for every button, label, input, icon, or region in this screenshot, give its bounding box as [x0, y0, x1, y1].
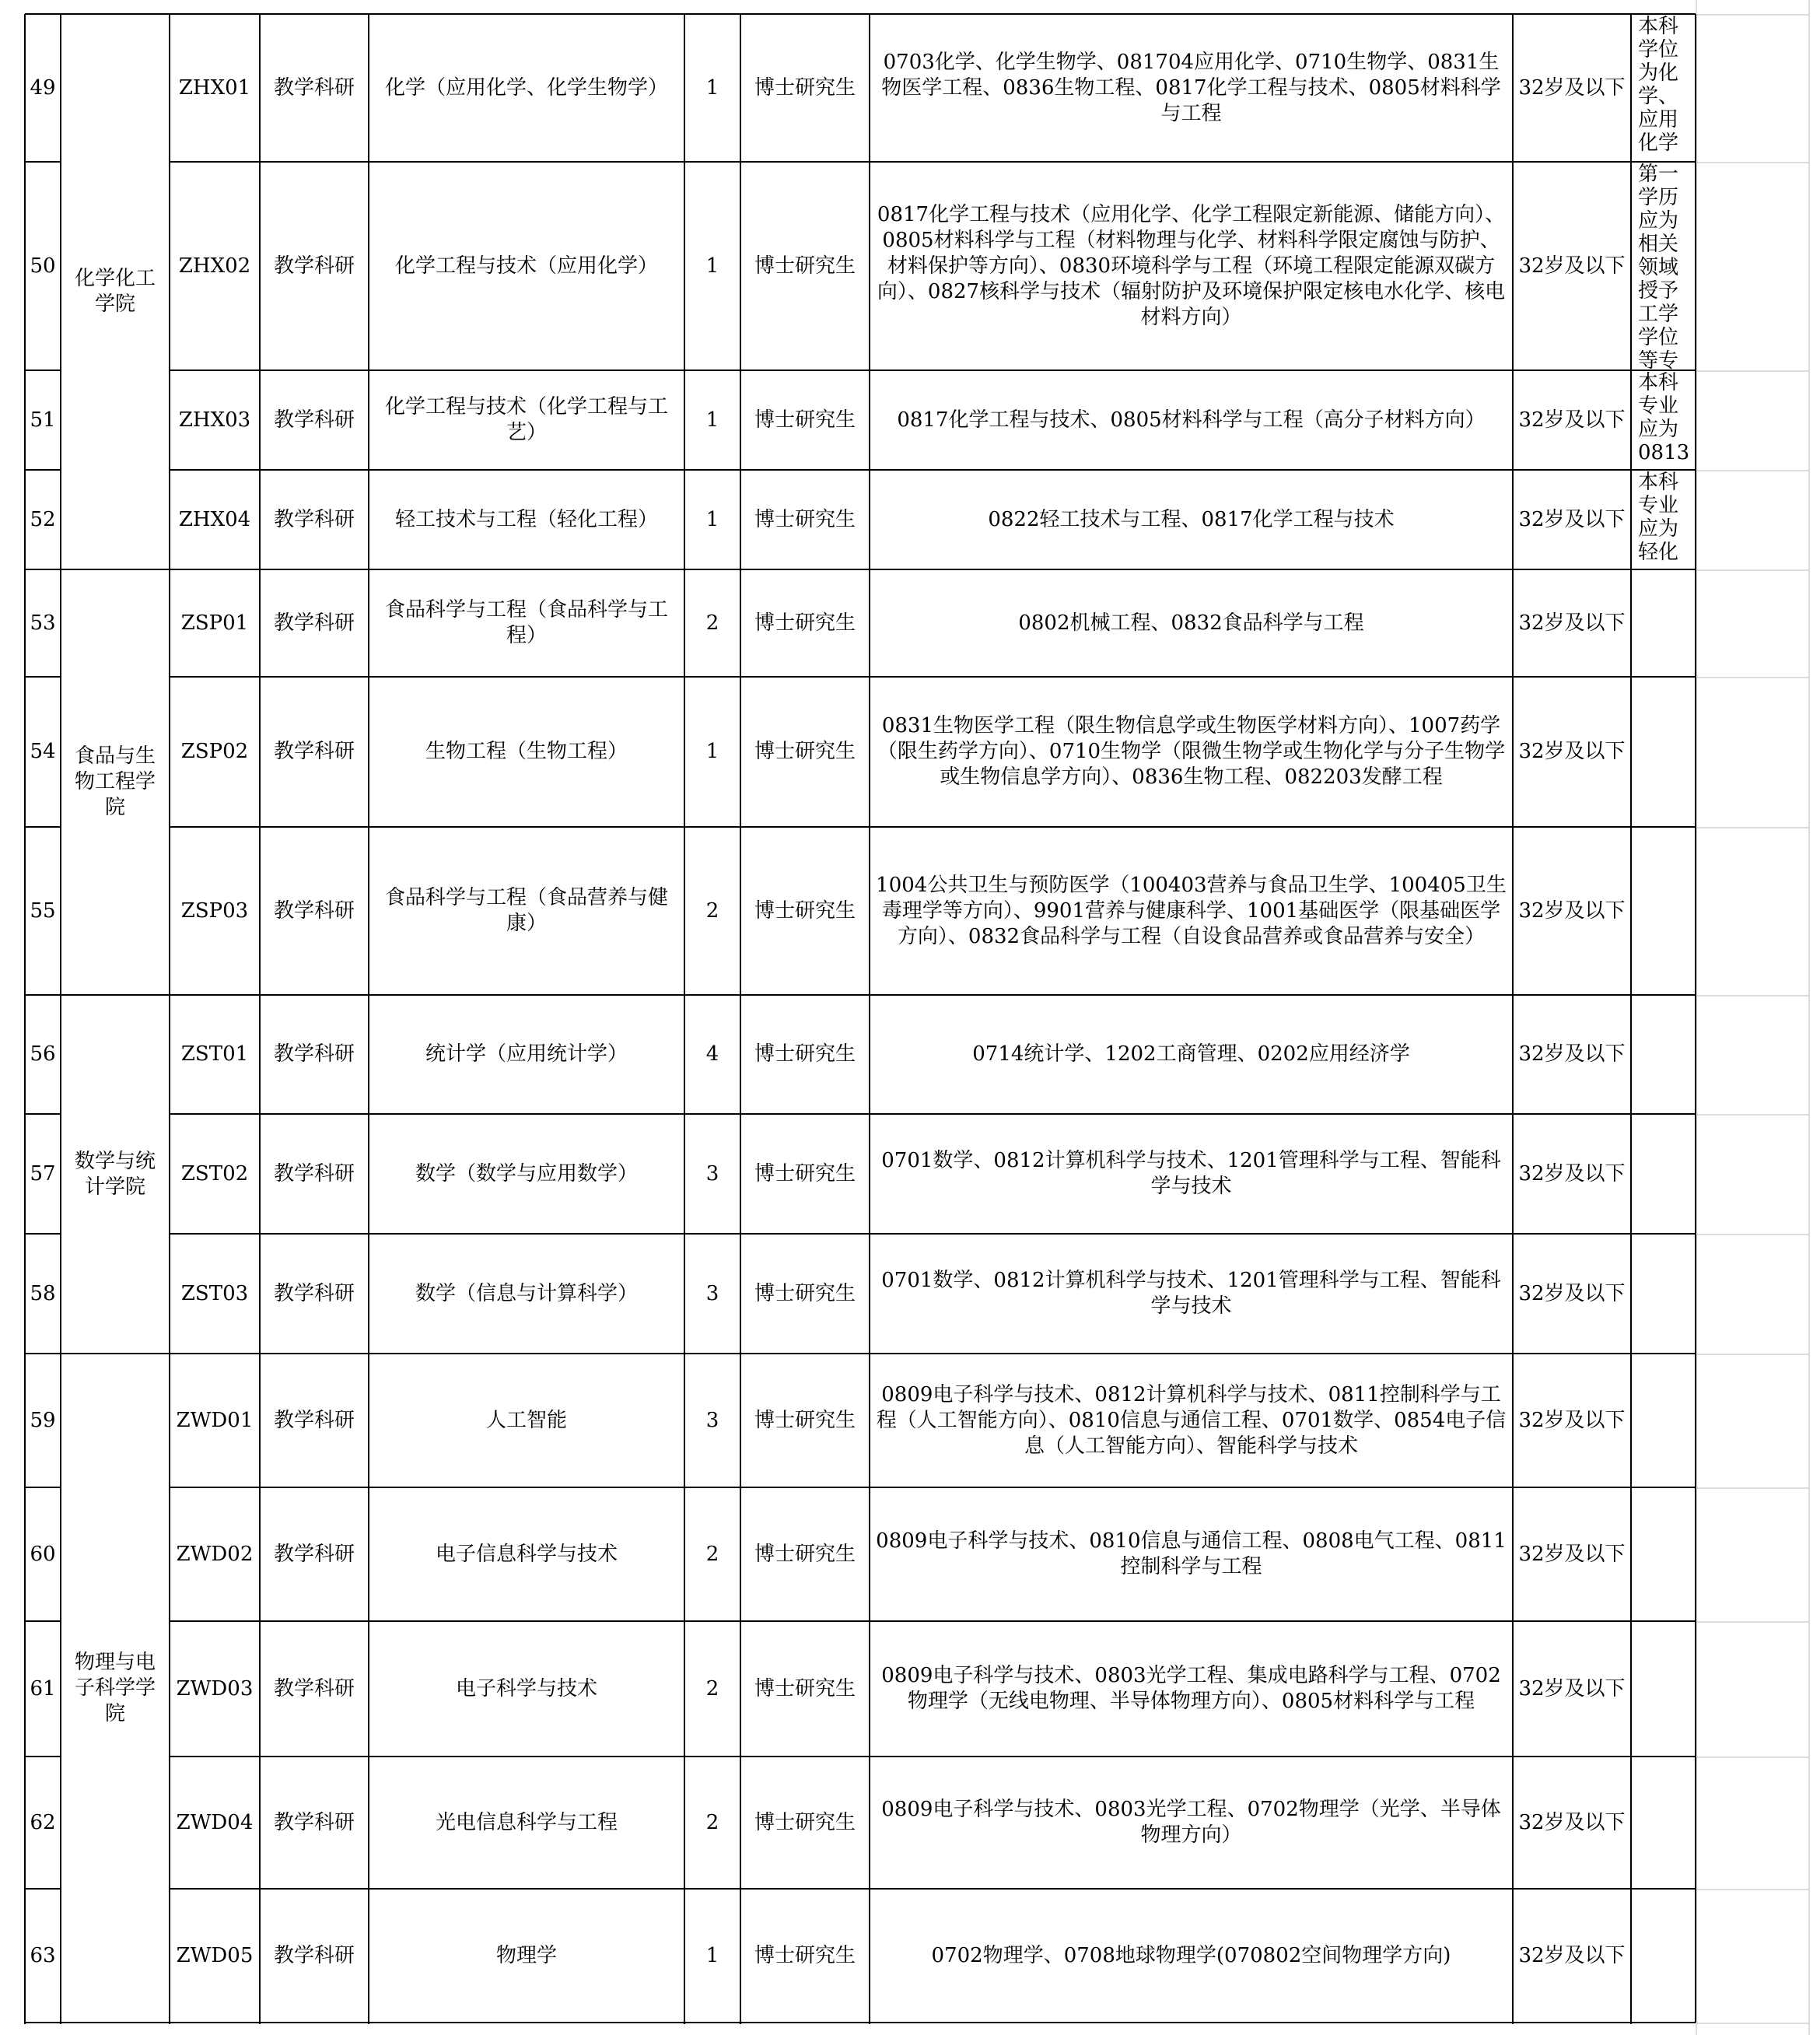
majors: 0809电子科学与技术、0803光学工程、集成电路科学与工程、0702物理学（无线电物理、半导体物理方向）、0805材料科学与工程	[881, 1664, 1501, 1713]
degree: 博士研究生	[754, 1281, 856, 1305]
table-border	[25, 469, 61, 471]
table-border	[170, 469, 1696, 471]
table-border	[1695, 14, 1696, 571]
position-code: ZHX01	[178, 75, 251, 100]
position-code: ZWD03	[176, 1676, 254, 1701]
row-number: 52	[30, 507, 56, 531]
majors: 0809电子科学与技术、0810信息与通信工程、0808电气工程、0811控制科学与工程	[876, 1529, 1507, 1578]
discipline: 食品科学与工程（食品营养与健康）	[384, 886, 668, 935]
gridline	[1696, 1487, 1808, 1489]
discipline: 化学（应用化学、化学生物学）	[384, 75, 668, 100]
gridline	[1696, 1757, 1808, 1758]
discipline: 物理学	[495, 1943, 557, 1967]
gridline	[1696, 1889, 1808, 1890]
position-category: 教学科研	[273, 1408, 355, 1432]
gridline	[1696, 162, 1808, 163]
headcount: 1	[705, 75, 719, 100]
table-border	[170, 1487, 1696, 1488]
gridline	[1696, 470, 1808, 471]
degree: 博士研究生	[754, 1161, 856, 1186]
position-code: ZWD01	[176, 1408, 254, 1432]
age-limit: 32岁及以下	[1518, 1810, 1626, 1834]
headcount: 2	[705, 611, 719, 635]
table-border	[25, 569, 1696, 570]
position-code: ZSP03	[180, 898, 249, 923]
gridline	[1696, 1354, 1808, 1355]
degree: 博士研究生	[754, 1042, 856, 1066]
note: 本科专业应为轻化	[1638, 471, 1679, 564]
degree: 博士研究生	[754, 740, 856, 763]
college-name: 食品与生物工程学院	[74, 744, 156, 819]
row-number: 50	[30, 254, 56, 278]
headcount: 1	[705, 408, 719, 432]
headcount: 2	[705, 1810, 719, 1834]
position-category: 教学科研	[273, 254, 355, 278]
position-code: ZST02	[180, 1161, 249, 1186]
table-border	[25, 1620, 61, 1622]
position-code: ZWD04	[176, 1810, 254, 1834]
degree: 博士研究生	[754, 507, 856, 531]
age-limit: 32岁及以下	[1518, 507, 1626, 531]
majors: 0809电子科学与技术、0803光学工程、0702物理学（光学、半导体物理方向）	[881, 1798, 1501, 1847]
age-limit: 32岁及以下	[1518, 611, 1626, 635]
note: 本科学位为化学、应用化学	[1638, 15, 1679, 155]
age-limit: 32岁及以下	[1518, 1161, 1626, 1186]
college-name: 物理与电子科学学院	[74, 1650, 156, 1725]
table-border	[1512, 14, 1514, 2024]
majors: 0831生物医学工程（限生物信息学或生物医学材料方向）、1007药学（限生药学方向）、0710生物学（限微生物学或生物化学与分子生物学或生物信息学方向）、0836生物工程、082203发酵工程	[877, 714, 1506, 789]
row-number: 57	[30, 1161, 56, 1186]
table-border	[25, 994, 1696, 996]
position-category: 教学科研	[273, 1943, 355, 1967]
row-number: 59	[30, 1408, 56, 1432]
row-number: 49	[30, 75, 56, 100]
majors: 0809电子科学与技术、0812计算机科学与技术、0811控制科学与工程（人工智能方向）、0810信息与通信工程、0701数学、0854电子信息（人工智能方向）、智能科学与技术	[876, 1382, 1507, 1458]
table-border	[684, 14, 685, 2024]
headcount: 1	[705, 507, 719, 531]
table-border	[170, 161, 1696, 163]
position-category: 教学科研	[273, 611, 355, 635]
position-code: ZST03	[180, 1281, 249, 1305]
degree: 博士研究生	[754, 254, 856, 278]
table-border	[170, 370, 1696, 371]
gridline	[1696, 677, 1808, 678]
row-number: 61	[30, 1676, 56, 1701]
table-border	[25, 161, 61, 163]
table-border	[25, 1888, 61, 1890]
row-number: 56	[30, 1042, 56, 1066]
table-border	[259, 14, 261, 2024]
position-code: ZWD05	[176, 1943, 254, 1967]
majors: 0701数学、0812计算机科学与技术、1201管理科学与工程、智能科学与技术	[881, 1149, 1501, 1198]
headcount: 1	[705, 1943, 719, 1967]
table-border	[25, 1756, 61, 1757]
degree: 博士研究生	[754, 1943, 856, 1967]
table-border	[60, 14, 61, 2024]
headcount: 2	[705, 898, 719, 923]
gridline	[1696, 995, 1808, 996]
age-limit: 32岁及以下	[1518, 1042, 1626, 1066]
discipline: 光电信息科学与工程	[435, 1810, 618, 1834]
table-border	[170, 1888, 1696, 1890]
table-border	[25, 1233, 61, 1235]
position-code: ZWD02	[176, 1542, 254, 1566]
majors: 0703化学、化学生物学、081704应用化学、0710生物学、0831生物医学工程、0836生物工程、0817化学工程与技术、0805材料科学与工程	[881, 50, 1501, 125]
row-number: 58	[30, 1281, 56, 1305]
age-limit: 32岁及以下	[1518, 898, 1626, 923]
degree: 博士研究生	[754, 1542, 856, 1566]
degree: 博士研究生	[754, 898, 856, 923]
table-border	[368, 14, 369, 2024]
majors: 1004公共卫生与预防医学（100403营养与食品卫生学、100405卫生毒理学等方向）、9901营养与健康科学、1001基础医学（限基础医学方向）、0832食品科学与工程（自设食品营养或食品营养与安全）	[876, 873, 1507, 948]
gridline	[1696, 2023, 1808, 2024]
table-border	[1630, 14, 1632, 2024]
row-number: 60	[30, 1542, 56, 1566]
discipline: 统计学（应用统计学）	[425, 1042, 628, 1066]
position-code: ZHX02	[178, 254, 251, 278]
position-category: 教学科研	[273, 408, 355, 432]
discipline: 生物工程（生物工程）	[425, 740, 628, 763]
table-border	[24, 14, 26, 2024]
table-border	[740, 14, 741, 2024]
age-limit: 32岁及以下	[1518, 1943, 1626, 1967]
position-code: ZHX03	[178, 408, 251, 432]
note: 本科专业应为0813	[1638, 371, 1690, 464]
age-limit: 32岁及以下	[1518, 408, 1626, 432]
table-border	[170, 1233, 1696, 1235]
gridline	[1696, 1114, 1808, 1116]
age-limit: 32岁及以下	[1518, 1281, 1626, 1305]
majors: 0817化学工程与技术（应用化学、化学工程限定新能源、储能方向）、0805材料科学与工程（材料物理与化学、材料科学限定腐蚀与防护、材料保护等方向）、0830环境科学与工程（环境工程限定能源双碳方向）、0827核科学与技术（辐射防护及环境保护限定核电水化学、核电材料方向）	[877, 202, 1506, 329]
headcount: 4	[705, 1042, 719, 1066]
table-border	[25, 1353, 1696, 1354]
headcount: 3	[705, 1281, 719, 1305]
note: 第一学历应为相关领域授予工学学位等专	[1638, 163, 1679, 370]
majors: 0702物理学、0708地球物理学(070802空间物理学方向)	[931, 1943, 1451, 1967]
degree: 博士研究生	[754, 408, 856, 432]
position-code: ZSP02	[180, 740, 249, 763]
degree: 博士研究生	[754, 1676, 856, 1701]
age-limit: 32岁及以下	[1518, 1542, 1626, 1566]
position-category: 教学科研	[273, 898, 355, 923]
table-border	[25, 370, 61, 371]
age-limit: 32岁及以下	[1518, 1408, 1626, 1432]
age-limit: 32岁及以下	[1518, 254, 1626, 278]
gridline	[1696, 14, 1808, 16]
degree: 博士研究生	[754, 1810, 856, 1834]
gridline	[1696, 569, 1808, 571]
position-category: 教学科研	[273, 1542, 355, 1566]
discipline: 电子科学与技术	[455, 1676, 597, 1701]
table-border	[170, 1113, 1696, 1115]
gridline	[1696, 1621, 1808, 1623]
position-category: 教学科研	[273, 1810, 355, 1834]
position-code: ZSP01	[180, 611, 249, 635]
degree: 博士研究生	[754, 1408, 856, 1432]
discipline: 数学（信息与计算科学）	[415, 1281, 638, 1305]
table-border	[170, 676, 1696, 678]
table-border	[25, 1113, 61, 1115]
row-number: 62	[30, 1810, 56, 1834]
row-number: 53	[30, 611, 56, 635]
majors: 0817化学工程与技术、0805材料科学与工程（高分子材料方向）	[897, 408, 1486, 432]
gridline	[1696, 370, 1808, 372]
row-number: 63	[30, 1943, 56, 1967]
age-limit: 32岁及以下	[1518, 740, 1626, 763]
discipline: 化学工程与技术（应用化学）	[394, 254, 658, 278]
table-border	[170, 826, 1696, 828]
discipline: 轻工技术与工程（轻化工程）	[394, 507, 658, 531]
discipline: 电子信息科学与技术	[435, 1542, 618, 1566]
discipline: 人工智能	[485, 1408, 567, 1432]
gridline	[1696, 827, 1808, 828]
majors: 0822轻工技术与工程、0817化学工程与技术	[988, 507, 1395, 531]
headcount: 2	[705, 1676, 719, 1701]
discipline: 食品科学与工程（食品科学与工程）	[384, 598, 668, 647]
gridline	[1696, 1234, 1808, 1235]
majors: 0701数学、0812计算机科学与技术、1201管理科学与工程、智能科学与技术	[881, 1269, 1501, 1318]
position-category: 教学科研	[273, 1676, 355, 1701]
table-border	[25, 1487, 61, 1488]
gridline	[1808, 0, 1810, 2035]
table-border	[25, 826, 61, 828]
degree: 博士研究生	[754, 75, 856, 100]
headcount: 3	[705, 1161, 719, 1186]
table-border	[169, 14, 170, 2024]
degree: 博士研究生	[754, 611, 856, 635]
position-category: 教学科研	[273, 740, 355, 763]
college-name: 化学化工学院	[74, 267, 156, 316]
table-border	[170, 1756, 1696, 1757]
headcount: 3	[705, 1408, 719, 1432]
table-border	[170, 1620, 1696, 1622]
headcount: 2	[705, 1542, 719, 1566]
discipline: 数学（数学与应用数学）	[415, 1161, 638, 1186]
position-category: 教学科研	[273, 507, 355, 531]
headcount: 1	[705, 254, 719, 278]
row-number: 55	[30, 898, 56, 923]
position-category: 教学科研	[273, 75, 355, 100]
table-border	[25, 676, 61, 678]
headcount: 1	[705, 740, 719, 763]
row-number: 51	[30, 408, 56, 432]
position-category: 教学科研	[273, 1281, 355, 1305]
table-border	[1695, 569, 1696, 2023]
position-code: ZST01	[180, 1042, 249, 1066]
position-code: ZHX04	[178, 507, 251, 531]
age-limit: 32岁及以下	[1518, 75, 1626, 100]
majors: 0802机械工程、0832食品科学与工程	[1018, 611, 1364, 635]
discipline: 化学工程与技术（化学工程与工艺）	[384, 395, 668, 444]
position-category: 教学科研	[273, 1161, 355, 1186]
position-category: 教学科研	[273, 1042, 355, 1066]
table-border	[869, 14, 870, 2024]
college-name: 数学与统计学院	[74, 1149, 156, 1199]
table-border	[25, 13, 1696, 15]
majors: 0714统计学、1202工商管理、0202应用经济学	[972, 1042, 1410, 1066]
table-border	[25, 2022, 1696, 2023]
age-limit: 32岁及以下	[1518, 1676, 1626, 1701]
row-number: 54	[30, 740, 56, 763]
